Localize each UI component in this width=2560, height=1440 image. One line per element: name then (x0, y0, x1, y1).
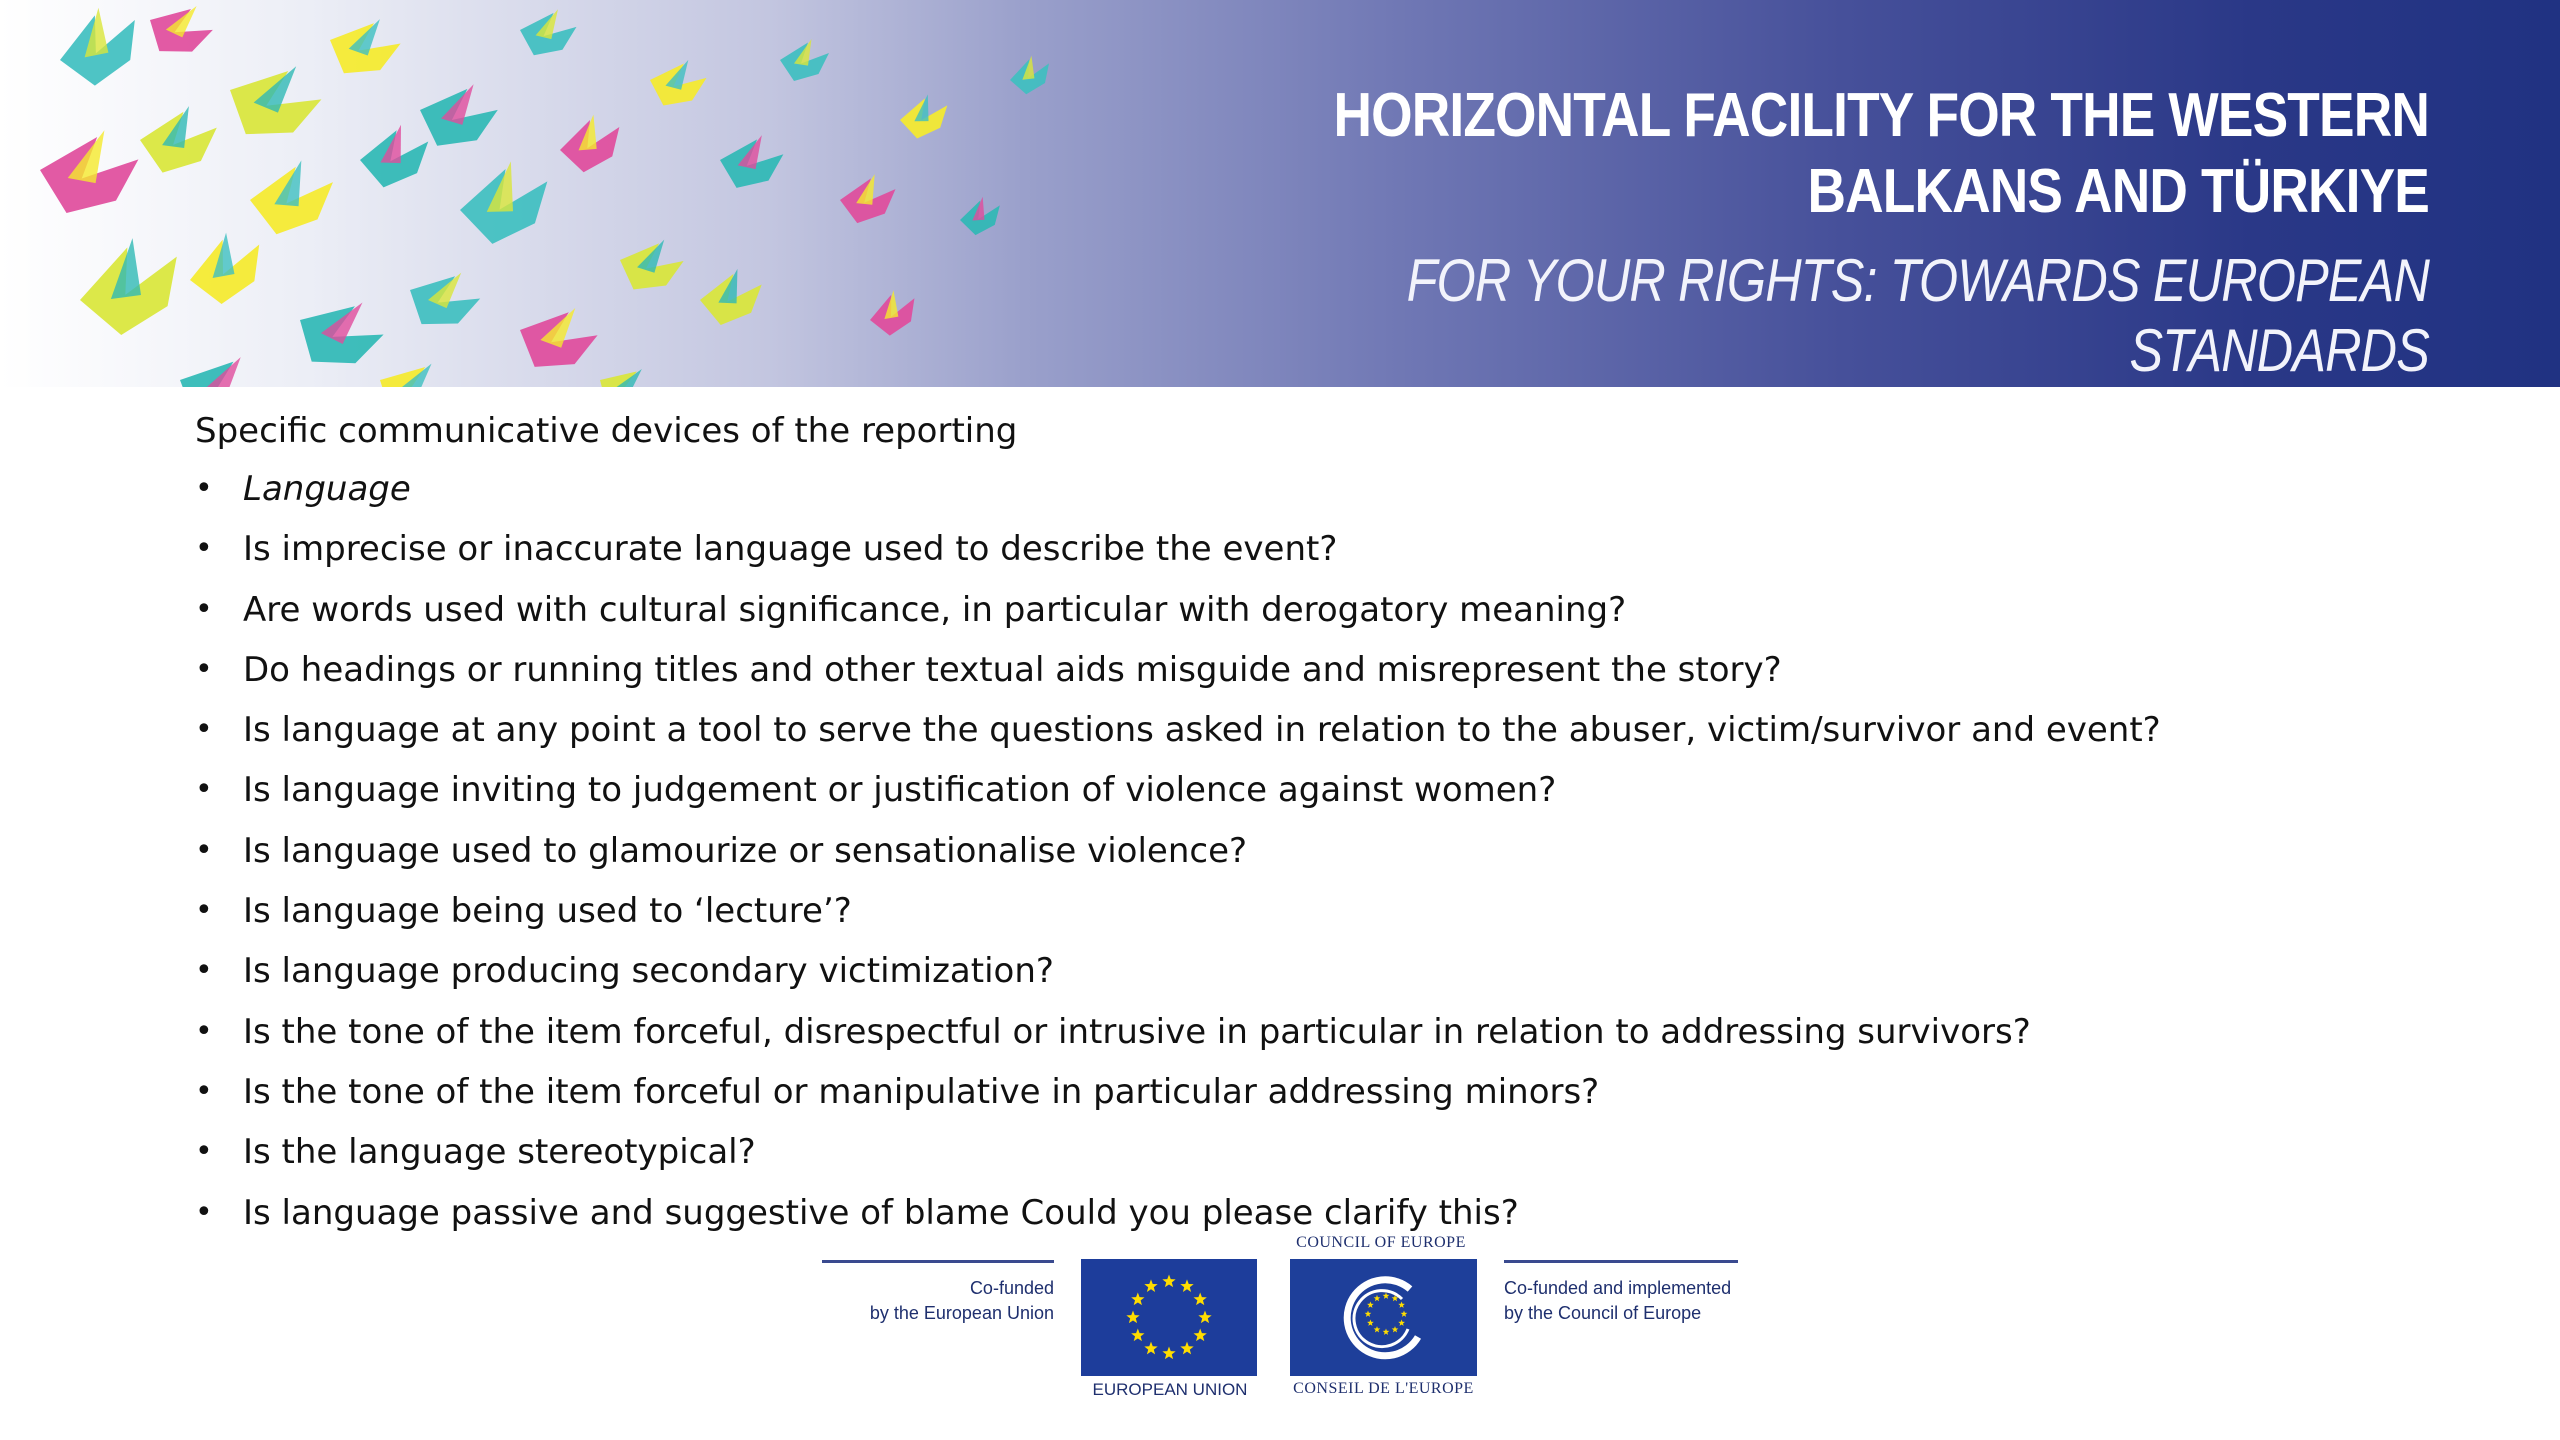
coe-star-icon (1374, 1295, 1381, 1301)
bullet-icon: • (195, 1013, 213, 1049)
eu-star-icon (1162, 1275, 1175, 1288)
list-item-text: Is language producing secondary victimization? (243, 951, 1054, 992)
eu-star-icon (1126, 1311, 1139, 1324)
bullet-icon: • (195, 772, 213, 808)
bullet-icon: • (195, 651, 213, 687)
coe-star-icon (1374, 1326, 1381, 1332)
list-item-text: Is language at any point a tool to serve the questions asked in relation to the abuser, victim/survivor and event? (243, 710, 2161, 751)
eu-star-icon (1194, 1293, 1207, 1306)
slide-body (195, 406, 2395, 1248)
list-item-text: Is language being used to ‘lecture’? (243, 891, 852, 932)
coe-caption-bottom: CONSEIL DE L'EUROPE (1293, 1380, 1474, 1397)
banner-subtitle: FOR YOUR RIGHTS: TOWARDS EUROPEAN STANDARDS (1406, 247, 2429, 384)
cofunded-coe-text (1504, 1276, 1804, 1326)
coe-star-icon (1383, 1293, 1390, 1299)
list-item (195, 1127, 2395, 1187)
council-of-europe-logo (1290, 1259, 1477, 1376)
divider-left (822, 1260, 1054, 1263)
bullet-icon: • (195, 531, 213, 567)
origami-doves-illustration (0, 0, 1100, 387)
eu-flag-logo (1081, 1259, 1257, 1376)
bullet-icon: • (195, 1194, 213, 1230)
funding-footer (0, 1234, 2560, 1440)
cofunded-eu-text (820, 1276, 1054, 1326)
list-item (195, 886, 2395, 946)
bullet-list (195, 464, 2395, 1248)
coe-star-icon (1401, 1311, 1408, 1317)
list-item (195, 705, 2395, 765)
eu-star-icon (1131, 1329, 1144, 1342)
coe-star-icon (1383, 1329, 1390, 1335)
eu-star-icon (1144, 1342, 1157, 1355)
list-item-text: Language (243, 469, 411, 509)
cofunded-coe-line1: Co-funded and implemented (1504, 1278, 1732, 1298)
eu-star-icon (1162, 1347, 1175, 1360)
coe-star-icon (1392, 1326, 1399, 1332)
bullet-icon: • (195, 832, 213, 868)
eu-star-icon (1194, 1329, 1207, 1342)
section-intro: Specific communicative devices of the reporting (195, 411, 1018, 451)
eu-star-icon (1180, 1279, 1193, 1292)
list-item-text: Is the language stereotypical? (243, 1132, 756, 1173)
eu-star-icon (1131, 1293, 1144, 1306)
list-item (195, 1007, 2395, 1067)
eu-caption: EUROPEAN UNION (1092, 1380, 1248, 1399)
bullet-icon: • (195, 893, 213, 929)
bullet-icon: • (195, 591, 213, 627)
list-item-text: Is language passive and suggestive of blame Could you please clarify this? (243, 1192, 1519, 1233)
list-item-text: Is imprecise or inaccurate language used to describe the event? (243, 529, 1338, 570)
bullet-icon: • (195, 1134, 213, 1170)
bullet-icon: • (195, 953, 213, 989)
cofunded-coe-line2: by the Council of Europe (1504, 1303, 1702, 1323)
list-item (195, 765, 2395, 825)
list-item (195, 946, 2395, 1006)
coe-star-icon (1367, 1302, 1374, 1308)
eu-star-icon (1180, 1342, 1193, 1355)
list-item-text: Is language used to glamourize or sensationalise violence? (243, 830, 1248, 871)
coe-caption-top: COUNCIL OF EUROPE (1296, 1234, 1466, 1251)
cofunded-eu-line2: by the European Union (869, 1303, 1054, 1323)
list-item-text: Is the tone of the item forceful or manipulative in particular addressing minors? (243, 1071, 1600, 1112)
eu-star-icon (1198, 1311, 1211, 1324)
banner-title (1225, 78, 2429, 230)
bullet-icon: • (195, 471, 213, 506)
list-item (195, 826, 2395, 886)
eu-star-icon (1144, 1279, 1157, 1292)
banner-title-line1: HORIZONTAL FACILITY FOR THE WESTERN (1333, 81, 2429, 150)
bullet-icon: • (195, 712, 213, 748)
list-item (195, 645, 2395, 705)
list-item (195, 464, 2395, 524)
list-item-text: Is the tone of the item forceful, disrespectful or intrusive in particular in relation to addressing survivors? (243, 1011, 2031, 1052)
header-banner (0, 0, 2560, 387)
list-item-text: Do headings or running titles and other textual aids misguide and misrepresent the story? (243, 649, 1782, 690)
list-item (195, 1067, 2395, 1127)
coe-emblem-icon (1290, 1259, 1477, 1376)
list-item-text: Are words used with cultural significance, in particular with derogatory meaning? (243, 589, 1627, 630)
list-item-text: Is language inviting to judgement or justification of violence against women? (243, 770, 1557, 811)
coe-star-icon (1365, 1311, 1372, 1317)
eu-stars-icon (1081, 1259, 1257, 1376)
coe-star-icon (1367, 1320, 1374, 1326)
cofunded-eu-line1: Co-funded (969, 1278, 1054, 1298)
list-item (195, 524, 2395, 584)
coe-star-icon (1398, 1320, 1405, 1326)
bullet-icon: • (195, 1073, 213, 1109)
list-item (195, 585, 2395, 645)
divider-right (1504, 1260, 1738, 1263)
banner-title-line2: BALKANS AND TÜRKIYE (1807, 157, 2429, 226)
coe-star-icon (1398, 1302, 1405, 1308)
